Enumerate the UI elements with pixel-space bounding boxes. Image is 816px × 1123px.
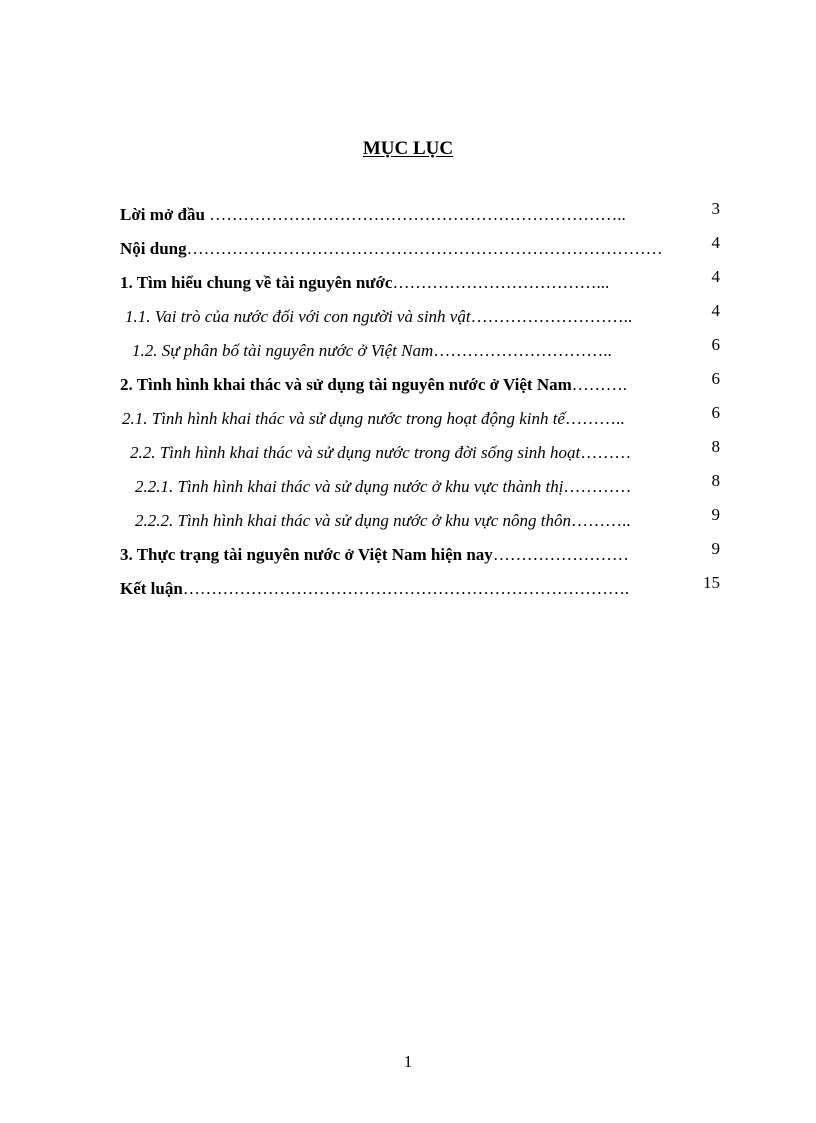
toc-page-number: 4 <box>711 233 720 252</box>
toc-label: 1.2. Sự phân bố tài nguyên nước ở Việt Nam <box>132 341 434 360</box>
toc-leader: ………………………………... <box>392 273 610 292</box>
toc-label: 1. Tìm hiểu chung về tài nguyên nước <box>120 273 393 292</box>
toc-leader: ………. <box>571 375 628 394</box>
toc-page-number: 6 <box>711 335 720 354</box>
toc-label: Lời mở đầu <box>120 205 210 224</box>
toc-page-number: 8 <box>711 471 720 490</box>
toc-entry-noi-dung[interactable] <box>120 234 720 268</box>
footer-page-number: 1 <box>403 1052 413 1071</box>
toc-entry-section-2-2-2[interactable] <box>120 506 720 540</box>
toc-entry-section-1[interactable] <box>120 268 720 302</box>
toc-leader: ………………………….. <box>433 341 612 360</box>
page-title: MỤC LỤC <box>362 138 454 159</box>
toc-page-number: 4 <box>711 301 720 320</box>
toc-entry-loi-mo-dau[interactable] <box>120 200 720 234</box>
toc-leader: …………………… <box>492 545 629 564</box>
toc-entry-section-3[interactable] <box>120 540 720 574</box>
toc-page-number: 6 <box>711 403 720 422</box>
toc-label: 1.1. Vai trò của nước đối với con người và sinh vật <box>125 307 471 326</box>
toc-page-number: 6 <box>711 369 720 388</box>
toc-page-number: 9 <box>711 539 720 558</box>
toc-leader: ……….. <box>570 511 631 530</box>
toc-page-number: 15 <box>703 573 720 592</box>
toc-page-number: 8 <box>711 437 720 456</box>
toc-label: 2.1. Tình hình khai thác và sử dụng nước trong hoạt động kinh tế <box>122 409 565 428</box>
toc-label: Nội dung <box>120 239 187 258</box>
toc-leader: ………… <box>563 477 632 496</box>
toc-entry-section-2-2[interactable] <box>120 438 720 472</box>
toc-page-number: 4 <box>711 267 720 286</box>
toc-leader: ……… <box>580 443 632 462</box>
toc-label: 3. Thực trạng tài nguyên nước ở Việt Nam hiện nay <box>120 545 493 564</box>
toc-entry-section-2[interactable] <box>120 370 720 404</box>
toc-entry-section-1-2[interactable] <box>120 336 720 370</box>
toc-label: 2.2. Tình hình khai thác và sử dụng nước trong đời sống sinh hoạt <box>130 443 581 462</box>
toc-leader: ……………………………………………………………………. <box>182 579 630 598</box>
toc-entry-section-1-1[interactable] <box>120 302 720 336</box>
toc-entry-ket-luan[interactable] <box>120 574 720 608</box>
toc-page-number: 9 <box>711 505 720 524</box>
toc-leader: ……………………….. <box>470 307 633 326</box>
toc-leader: ………………………………………………………………………… <box>186 239 663 258</box>
toc-entry-section-2-2-1[interactable] <box>120 472 720 506</box>
toc-leader: ……….. <box>564 409 625 428</box>
toc-label: 2.2.2. Tình hình khai thác và sử dụng nước ở khu vực nông thôn <box>135 511 571 530</box>
toc-page-number: 3 <box>711 199 720 218</box>
toc-leader: ……………………………………………………………….. <box>209 205 626 224</box>
table-of-contents <box>120 200 720 608</box>
toc-entry-section-2-1[interactable] <box>120 404 720 438</box>
toc-label: 2.2.1. Tình hình khai thác và sử dụng nước ở khu vực thành thị <box>135 477 564 496</box>
toc-label: 2. Tình hình khai thác và sử dụng tài nguyên nước ở Việt Nam <box>120 375 572 394</box>
toc-label: Kết luận <box>120 579 183 598</box>
